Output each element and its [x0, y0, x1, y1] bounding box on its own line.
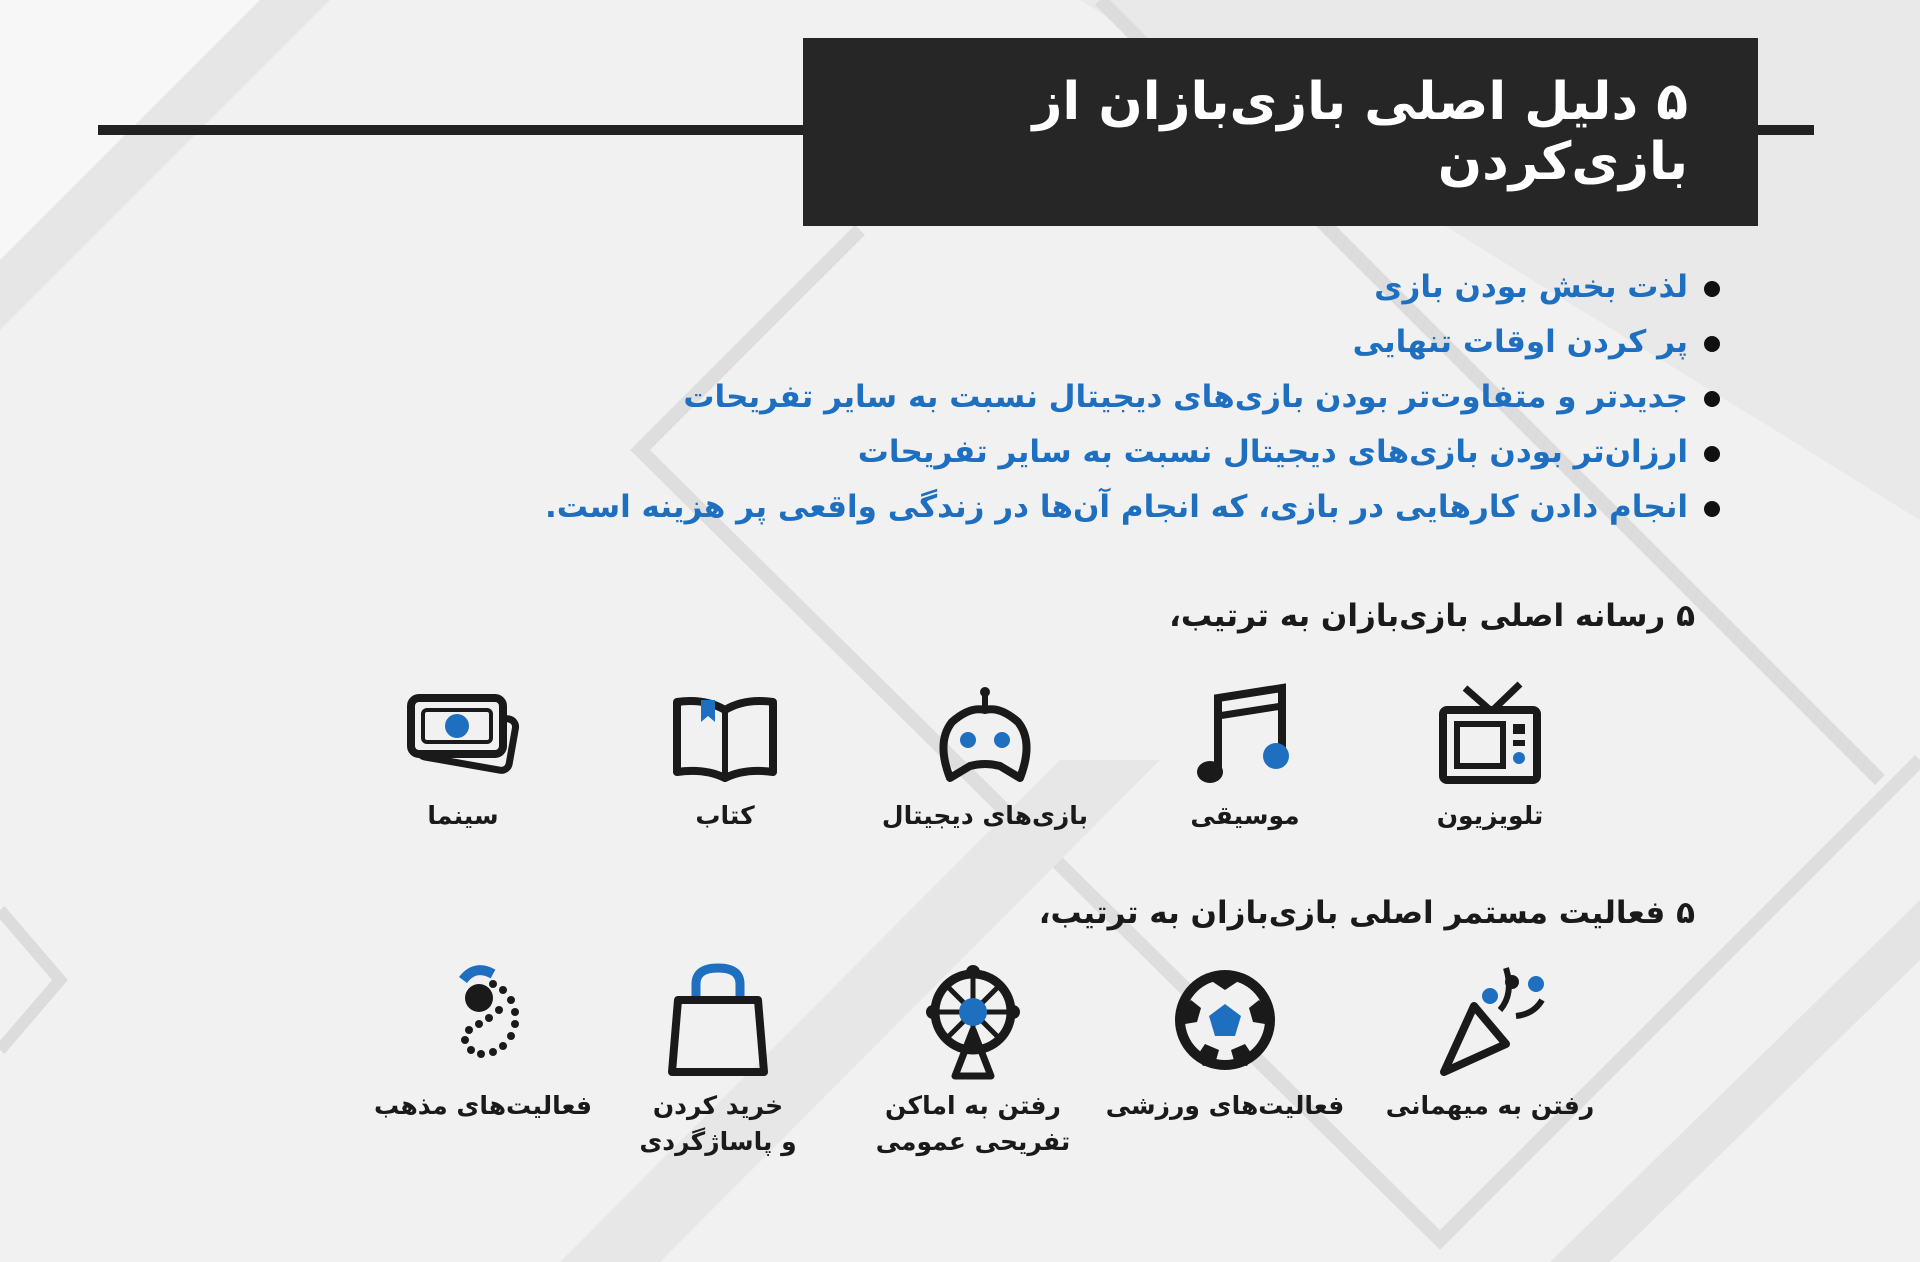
media-label: بازی‌های دیجیتال	[881, 801, 1089, 830]
page-title	[803, 38, 1758, 226]
list-item-text: ارزان‌تر بودن بازی‌های دیجیتال نسبت به سایر تفریحات	[857, 434, 1688, 470]
soccer-ball-icon	[1165, 960, 1285, 1080]
bullet-dot	[1704, 446, 1720, 462]
reasons-list	[460, 260, 1720, 535]
ferris-wheel-icon	[913, 960, 1033, 1080]
list-item-text: انجام دادن کارهایی در بازی، که انجام آن‌ها در زندگی واقعی پر هزینه است.	[544, 489, 1688, 525]
activity-label-line2: تفریحی عمومی	[875, 1127, 1071, 1156]
media-label: سینما	[427, 801, 499, 830]
activity-label-line1: رفتن به اماکن	[885, 1091, 1061, 1120]
list-item-text: لذت بخش بودن بازی	[1374, 269, 1688, 305]
media-item-cinema	[338, 680, 588, 836]
media-label: تلویزیون	[1436, 801, 1544, 830]
list-item	[460, 425, 1720, 480]
list-item	[460, 480, 1720, 535]
party-popper-icon	[1430, 960, 1550, 1080]
media-item-book	[600, 680, 850, 836]
activity-label: رفتن به میهمانی	[1385, 1091, 1595, 1120]
bullet-dot	[1704, 336, 1720, 352]
film-reel-icon	[403, 680, 523, 790]
list-item	[460, 370, 1720, 425]
tv-icon	[1435, 680, 1545, 790]
activity-item-religious	[358, 960, 608, 1126]
bullet-dot	[1704, 281, 1720, 297]
list-item-text: جدیدتر و متفاوت‌تر بودن بازی‌های دیجیتال نسبت به سایر تفریحات	[683, 379, 1688, 415]
media-label: موسیقی	[1190, 801, 1300, 830]
book-icon	[665, 680, 785, 790]
media-item-music	[1120, 680, 1370, 836]
bullet-dot	[1704, 391, 1720, 407]
gamepad-icon	[930, 680, 1040, 790]
shopping-bag-icon	[658, 960, 778, 1080]
activity-label: فعالیت‌های مذهب	[374, 1091, 592, 1120]
list-item	[460, 260, 1720, 315]
activity-label-line1: خرید کردن	[652, 1091, 784, 1120]
activity-item-amusement	[848, 960, 1098, 1162]
page-title-text: ۵ دلیل اصلی بازی‌بازان از بازی‌کردن	[1032, 72, 1688, 192]
media-item-tv	[1365, 680, 1615, 836]
list-item	[460, 315, 1720, 370]
list-item-text: پر کردن اوقات تنهایی	[1352, 324, 1688, 360]
media-label: کتاب	[695, 801, 755, 830]
prayer-beads-icon	[423, 960, 543, 1080]
activity-item-party	[1365, 960, 1615, 1126]
bullet-dot	[1704, 501, 1720, 517]
media-heading: ۵ رسانه اصلی بازی‌بازان به ترتیب،	[1169, 598, 1695, 634]
activity-label: فعالیت‌های ورزشی	[1105, 1091, 1345, 1120]
music-note-icon	[1190, 680, 1300, 790]
media-item-games	[860, 680, 1110, 836]
activities-heading: ۵ فعالیت مستمر اصلی بازی‌بازان به ترتیب،	[1038, 895, 1695, 931]
activity-item-sport	[1100, 960, 1350, 1126]
activity-label-line2: و پاساژگردی	[639, 1127, 797, 1156]
activity-item-shopping	[593, 960, 843, 1162]
